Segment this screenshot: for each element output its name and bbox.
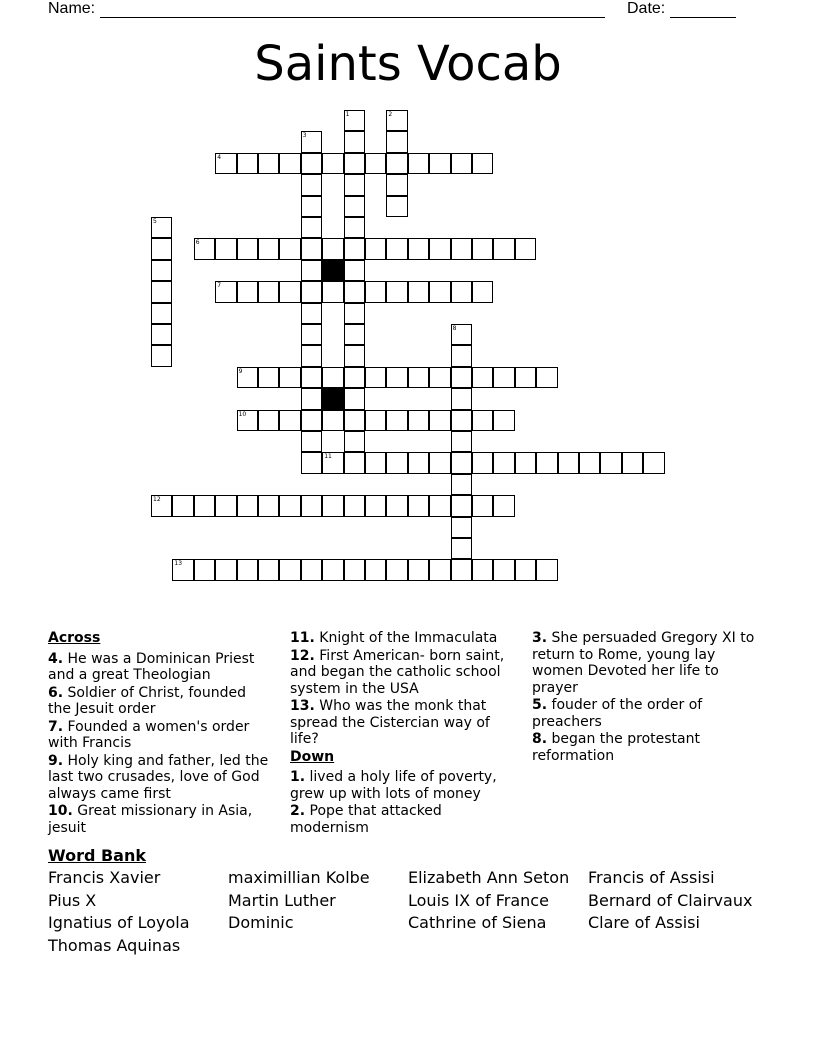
word-bank-item: Francis of Assisi xyxy=(588,868,715,887)
crossword-cell[interactable] xyxy=(322,238,343,259)
crossword-cell[interactable] xyxy=(365,281,386,302)
crossword-cell[interactable] xyxy=(344,131,365,152)
crossword-cell[interactable] xyxy=(515,452,536,473)
clues-column-2 xyxy=(290,630,520,837)
crossword-cell[interactable] xyxy=(472,281,493,302)
word-bank-item: Martin Luther xyxy=(228,890,336,910)
crossword-cell[interactable] xyxy=(151,345,172,366)
crossword-cell[interactable] xyxy=(386,196,407,217)
word-bank-item: maximillian Kolbe xyxy=(228,868,370,887)
crossword-cell[interactable] xyxy=(451,281,472,302)
crossword-cell[interactable] xyxy=(386,559,407,580)
crossword-cell[interactable] xyxy=(301,174,322,195)
crossword-cell[interactable] xyxy=(237,495,258,516)
crossword-cell[interactable] xyxy=(408,495,429,516)
clue-number: 1 xyxy=(345,111,350,118)
crossword-cell[interactable] xyxy=(301,281,322,302)
crossword-cell[interactable] xyxy=(301,410,322,431)
crossword-cell[interactable] xyxy=(279,153,300,174)
crossword-cell[interactable] xyxy=(429,281,450,302)
crossword-cell[interactable] xyxy=(386,452,407,473)
crossword-cell[interactable] xyxy=(451,474,472,495)
crossword-cell[interactable] xyxy=(579,452,600,473)
crossword-cell[interactable] xyxy=(301,153,322,174)
crossword-cell[interactable] xyxy=(215,281,236,302)
crossword-cell[interactable] xyxy=(386,131,407,152)
crossword-cell[interactable] xyxy=(429,367,450,388)
crossword-cell[interactable] xyxy=(344,345,365,366)
crossword-cell[interactable] xyxy=(472,367,493,388)
crossword-cell[interactable] xyxy=(237,238,258,259)
crossword-cell[interactable] xyxy=(472,452,493,473)
date-label: Date: xyxy=(627,0,666,17)
crossword-cell[interactable] xyxy=(344,324,365,345)
crossword-cell[interactable] xyxy=(344,217,365,238)
crossword-cell[interactable] xyxy=(536,452,557,473)
crossword-cell[interactable] xyxy=(451,388,472,409)
clue-down-5: 5. fouder of the order of preachers xyxy=(532,697,703,730)
crossword-cell[interactable] xyxy=(408,238,429,259)
crossword-cell[interactable] xyxy=(558,452,579,473)
crossword-cell[interactable] xyxy=(451,345,472,366)
crossword-cell[interactable] xyxy=(237,367,258,388)
crossword-cell[interactable] xyxy=(344,260,365,281)
crossword-cell[interactable] xyxy=(365,559,386,580)
clue-down-8: 8. began the protestant reformation xyxy=(532,731,700,764)
crossword-cell[interactable] xyxy=(344,388,365,409)
crossword-cell[interactable] xyxy=(258,238,279,259)
crossword-cell[interactable] xyxy=(344,367,365,388)
crossword-cell[interactable] xyxy=(493,367,514,388)
crossword-cell[interactable] xyxy=(515,367,536,388)
crossword-cell[interactable] xyxy=(451,495,472,516)
crossword-cell[interactable] xyxy=(258,495,279,516)
crossword-cell[interactable] xyxy=(322,410,343,431)
crossword-cell[interactable] xyxy=(237,559,258,580)
crossword-cell[interactable] xyxy=(279,559,300,580)
crossword-cell[interactable] xyxy=(365,452,386,473)
crossword-cell[interactable] xyxy=(344,174,365,195)
crossword-cell[interactable] xyxy=(151,260,172,281)
clue-across-7: 7. Founded a women's order with Francis xyxy=(48,718,250,751)
crossword-cell[interactable] xyxy=(301,431,322,452)
crossword-cell[interactable] xyxy=(237,281,258,302)
clue-across-12: 12. First American- born saint, and began the catholic school system in the USA xyxy=(290,647,505,697)
clues-column-3 xyxy=(532,630,762,765)
crossword-cell[interactable] xyxy=(344,110,365,131)
clue-across-11: 11. Knight of the Immaculata xyxy=(290,630,498,646)
crossword-cell[interactable] xyxy=(279,367,300,388)
crossword-cell[interactable] xyxy=(215,559,236,580)
crossword-cell[interactable] xyxy=(301,452,322,473)
crossword-cell[interactable] xyxy=(365,410,386,431)
crossword-cell[interactable] xyxy=(451,559,472,580)
crossword-cell[interactable] xyxy=(172,559,193,580)
crossword-cell[interactable] xyxy=(344,410,365,431)
crossword-cell[interactable] xyxy=(472,559,493,580)
crossword-cell[interactable] xyxy=(451,324,472,345)
clue-across-9: 9. Holy king and father, led the last two crusades, love of God always came first xyxy=(48,752,269,802)
crossword-cell[interactable] xyxy=(408,153,429,174)
crossword-cell[interactable] xyxy=(194,559,215,580)
crossword-cell[interactable] xyxy=(215,238,236,259)
crossword-cell[interactable] xyxy=(386,410,407,431)
crossword-cell[interactable] xyxy=(408,452,429,473)
page-title: Saints Vocab xyxy=(254,36,562,92)
crossword-cell[interactable] xyxy=(344,303,365,324)
crossword-cell[interactable] xyxy=(151,324,172,345)
crossword-cell[interactable] xyxy=(301,495,322,516)
crossword-cell[interactable] xyxy=(279,238,300,259)
crossword-cell[interactable] xyxy=(151,495,172,516)
crossword-cell[interactable] xyxy=(258,281,279,302)
crossword-cell[interactable] xyxy=(279,281,300,302)
crossword-cell[interactable] xyxy=(429,559,450,580)
crossword-cell[interactable] xyxy=(429,238,450,259)
crossword-cell[interactable] xyxy=(279,495,300,516)
crossword-cell[interactable] xyxy=(301,559,322,580)
crossword-cell[interactable] xyxy=(258,410,279,431)
crossword-cell[interactable] xyxy=(151,281,172,302)
clue-number: 6 xyxy=(195,239,200,247)
black-square xyxy=(322,388,343,409)
crossword-cell[interactable] xyxy=(472,410,493,431)
word-bank-item: Louis IX of France xyxy=(408,890,549,910)
crossword-cell[interactable] xyxy=(322,495,343,516)
crossword-cell[interactable] xyxy=(365,153,386,174)
crossword-cell[interactable] xyxy=(344,559,365,580)
word-bank-item: Cathrine of Siena xyxy=(408,913,547,932)
crossword-cell[interactable] xyxy=(493,495,514,516)
clue-number: 10 xyxy=(238,410,247,418)
crossword-cell[interactable] xyxy=(451,410,472,431)
word-bank xyxy=(48,846,788,955)
crossword-cell[interactable] xyxy=(194,238,215,259)
crossword-cell[interactable] xyxy=(429,452,450,473)
crossword-cell[interactable] xyxy=(451,431,472,452)
crossword-cell[interactable] xyxy=(451,367,472,388)
word-bank-item: Ignatius of Loyola xyxy=(48,913,190,932)
clue-number: 4 xyxy=(217,153,222,161)
crossword-cell[interactable] xyxy=(408,410,429,431)
word-bank-item: Thomas Aquinas xyxy=(48,935,181,955)
crossword-cell[interactable] xyxy=(301,131,322,152)
clue-number: 11 xyxy=(324,453,332,461)
crossword-cell[interactable] xyxy=(536,559,557,580)
crossword-cell[interactable] xyxy=(451,238,472,259)
crossword-cell[interactable] xyxy=(493,452,514,473)
crossword-cell[interactable] xyxy=(451,153,472,174)
crossword-cell[interactable] xyxy=(429,495,450,516)
crossword-cell[interactable] xyxy=(344,452,365,473)
crossword-cell[interactable] xyxy=(301,303,322,324)
crossword-cell[interactable] xyxy=(258,367,279,388)
crossword-cell[interactable] xyxy=(386,238,407,259)
clue-number: 2 xyxy=(388,111,393,118)
clue-number: 12 xyxy=(153,496,161,504)
crossword-cell[interactable] xyxy=(472,238,493,259)
crossword-cell[interactable] xyxy=(322,559,343,580)
crossword-cell[interactable] xyxy=(237,410,258,431)
crossword-cell[interactable] xyxy=(344,495,365,516)
crossword-cell[interactable] xyxy=(408,367,429,388)
clue-number: 5 xyxy=(153,218,157,225)
down-heading: Down xyxy=(290,748,335,765)
crossword-cell[interactable] xyxy=(301,260,322,281)
crossword-cell[interactable] xyxy=(386,153,407,174)
crossword-cell[interactable] xyxy=(386,495,407,516)
crossword-cell[interactable] xyxy=(301,388,322,409)
crossword-cell[interactable] xyxy=(151,303,172,324)
clue-across-6: 6. Soldier of Christ, founded the Jesuit order xyxy=(48,684,247,717)
crossword-cell[interactable] xyxy=(215,495,236,516)
crossword-cell[interactable] xyxy=(301,367,322,388)
crossword-cell[interactable] xyxy=(301,324,322,345)
crossword-cell[interactable] xyxy=(643,452,664,473)
crossword-cell[interactable] xyxy=(215,153,236,174)
word-bank-item: Francis Xavier xyxy=(48,868,161,887)
crossword-cell[interactable] xyxy=(386,174,407,195)
crossword-cell[interactable] xyxy=(301,217,322,238)
clue-down-1: 1. lived a holy life of poverty, grew up with lots of money xyxy=(290,769,497,802)
crossword-cell[interactable] xyxy=(258,559,279,580)
clue-number: 13 xyxy=(174,560,183,568)
crossword-cell[interactable] xyxy=(451,452,472,473)
crossword-cell[interactable] xyxy=(322,367,343,388)
crossword-cell[interactable] xyxy=(600,452,621,473)
crossword-cell[interactable] xyxy=(365,495,386,516)
crossword-cell[interactable] xyxy=(172,495,193,516)
crossword-cell[interactable] xyxy=(322,452,343,473)
across-heading: Across xyxy=(48,630,101,646)
crossword-cell[interactable] xyxy=(408,559,429,580)
crossword-cell[interactable] xyxy=(386,110,407,131)
crossword-cell[interactable] xyxy=(301,238,322,259)
word-bank-item: Clare of Assisi xyxy=(588,913,700,932)
clue-across-10: 10. Great missionary in Asia, jesuit xyxy=(48,803,253,836)
crossword-cell[interactable] xyxy=(344,281,365,302)
crossword-cell[interactable] xyxy=(344,196,365,217)
crossword-cell[interactable] xyxy=(472,153,493,174)
crossword-cell[interactable] xyxy=(451,538,472,559)
crossword-cell[interactable] xyxy=(258,153,279,174)
word-bank-item: Elizabeth Ann Seton xyxy=(408,868,570,887)
crossword-cell[interactable] xyxy=(386,367,407,388)
crossword-cell[interactable] xyxy=(408,281,429,302)
crossword-cell[interactable] xyxy=(515,238,536,259)
word-bank-item: Pius X xyxy=(48,890,97,910)
clue-across-4: 4. He was a Dominican Priest and a great Theologian xyxy=(48,650,255,683)
crossword-cell[interactable] xyxy=(237,153,258,174)
clue-number: 9 xyxy=(238,367,243,375)
crossword-cell[interactable] xyxy=(451,517,472,538)
crossword-cell[interactable] xyxy=(301,345,322,366)
clue-across-13: 13. Who was the monk that spread the Cistercian way of life? xyxy=(290,698,490,747)
crossword-cell[interactable] xyxy=(493,238,514,259)
clue-number: 3 xyxy=(302,132,307,140)
crossword-cell[interactable] xyxy=(515,559,536,580)
crossword-cell[interactable] xyxy=(322,153,343,174)
crossword-cell[interactable] xyxy=(151,217,172,238)
word-bank-heading: Word Bank xyxy=(48,846,147,865)
clues-column-1 xyxy=(48,630,273,837)
crossword-cell[interactable] xyxy=(365,238,386,259)
crossword-cell[interactable] xyxy=(365,367,386,388)
black-square xyxy=(322,260,343,281)
clue-number: 7 xyxy=(217,282,222,290)
clue-down-2: 2. Pope that attacked modernism xyxy=(290,803,442,836)
crossword-cell[interactable] xyxy=(344,431,365,452)
word-bank-list xyxy=(48,868,788,955)
crossword-cell[interactable] xyxy=(622,452,643,473)
word-bank-item: Bernard of Clairvaux xyxy=(588,890,753,910)
crossword-cell[interactable] xyxy=(493,559,514,580)
crossword-cell[interactable] xyxy=(386,281,407,302)
crossword-cell[interactable] xyxy=(536,367,557,388)
word-bank-item: Dominic xyxy=(228,913,294,932)
crossword-cell[interactable] xyxy=(279,410,300,431)
clue-down-3: 3. She persuaded Gregory XI to return to Rome, young lay women Devoted her life to prayer xyxy=(532,630,755,696)
crossword-cell[interactable] xyxy=(344,153,365,174)
crossword-cell[interactable] xyxy=(301,196,322,217)
crossword-cell[interactable] xyxy=(322,281,343,302)
crossword-cell[interactable] xyxy=(344,238,365,259)
crossword-cell[interactable] xyxy=(493,410,514,431)
clue-number: 8 xyxy=(452,325,457,332)
crossword-cell[interactable] xyxy=(151,238,172,259)
crossword-cell[interactable] xyxy=(472,495,493,516)
name-label: Name: xyxy=(48,0,96,17)
crossword-cell[interactable] xyxy=(429,410,450,431)
crossword-cell[interactable] xyxy=(429,153,450,174)
crossword-cell[interactable] xyxy=(194,495,215,516)
